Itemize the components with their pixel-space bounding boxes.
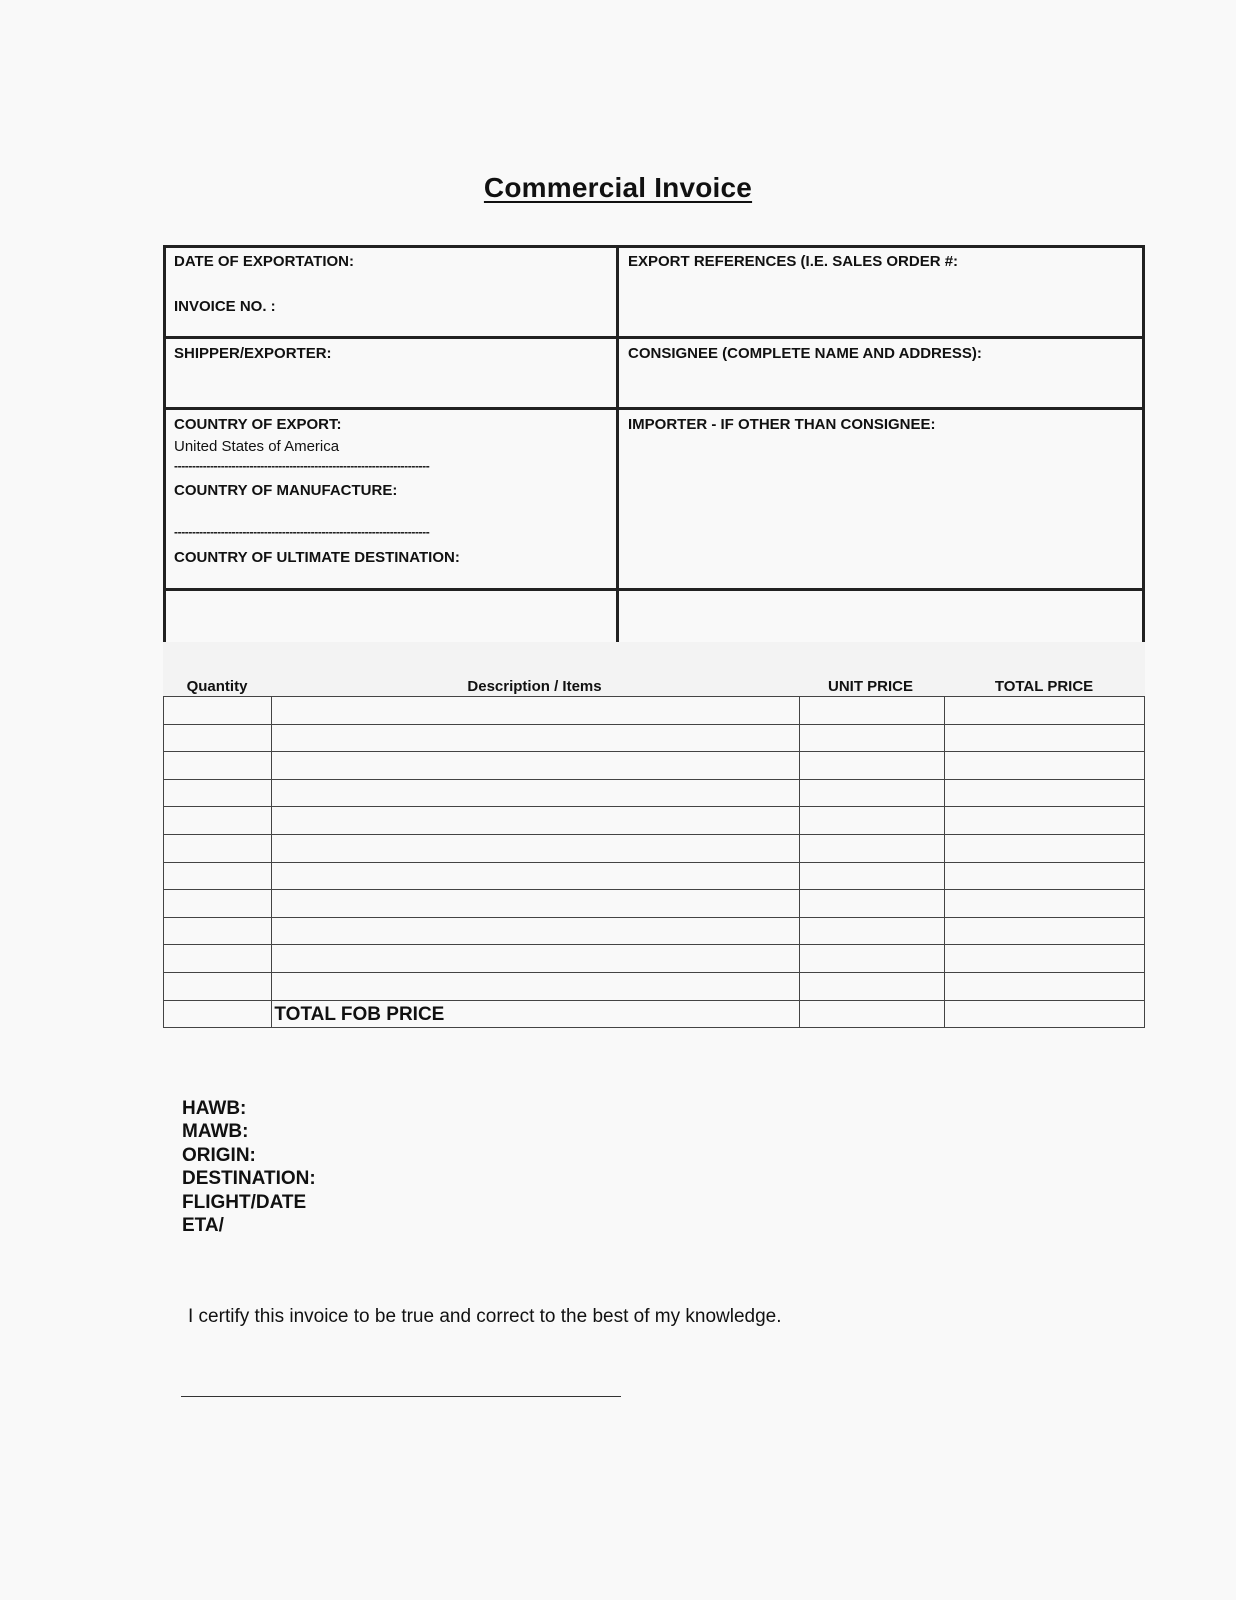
shipping-details bbox=[182, 1097, 316, 1237]
quantity-cell[interactable] bbox=[164, 890, 272, 918]
quantity-cell[interactable] bbox=[164, 917, 272, 945]
unit-price-cell[interactable] bbox=[799, 834, 944, 862]
unit-price-cell[interactable] bbox=[799, 890, 944, 918]
invoice-header-grid bbox=[163, 245, 1145, 642]
description-cell[interactable] bbox=[272, 807, 799, 835]
description-cell[interactable] bbox=[272, 890, 799, 918]
origin-label: ORIGIN: bbox=[182, 1144, 256, 1166]
table-row bbox=[164, 724, 1145, 752]
total-price-cell[interactable] bbox=[945, 834, 1145, 862]
total-price-cell[interactable] bbox=[945, 807, 1145, 835]
country-of-manufacture-label: COUNTRY OF MANUFACTURE: bbox=[174, 482, 398, 499]
total-price-cell[interactable] bbox=[945, 724, 1145, 752]
unit-price-cell[interactable] bbox=[799, 945, 944, 973]
unit-price-cell[interactable] bbox=[799, 807, 944, 835]
consignee-label: CONSIGNEE (COMPLETE NAME AND ADDRESS): bbox=[628, 345, 982, 362]
table-row bbox=[164, 862, 1145, 890]
column-header-description: Description / Items bbox=[467, 678, 602, 695]
shipper-exporter-label: SHIPPER/EXPORTER: bbox=[174, 345, 332, 362]
description-cell[interactable] bbox=[272, 834, 799, 862]
description-cell[interactable] bbox=[272, 752, 799, 780]
quantity-cell[interactable] bbox=[164, 1000, 272, 1028]
total-price-cell[interactable] bbox=[945, 752, 1145, 780]
table-row bbox=[164, 697, 1145, 725]
total-fob-price-label: TOTAL FOB PRICE bbox=[272, 1000, 799, 1028]
items-table bbox=[163, 696, 1145, 1028]
total-price-cell[interactable] bbox=[945, 890, 1145, 918]
table-row bbox=[164, 752, 1145, 780]
quantity-cell[interactable] bbox=[164, 779, 272, 807]
total-row bbox=[164, 1000, 1145, 1028]
invoice-no-label: INVOICE NO. : bbox=[174, 298, 276, 315]
quantity-cell[interactable] bbox=[164, 945, 272, 973]
export-references-label: EXPORT REFERENCES (I.E. SALES ORDER #: bbox=[628, 253, 959, 270]
unit-price-cell[interactable] bbox=[799, 752, 944, 780]
country-of-ultimate-destination-label: COUNTRY OF ULTIMATE DESTINATION: bbox=[174, 549, 460, 566]
description-cell[interactable] bbox=[272, 917, 799, 945]
grid-line bbox=[163, 336, 1145, 339]
grid-line bbox=[616, 245, 619, 642]
table-row bbox=[164, 834, 1145, 862]
table-row bbox=[164, 945, 1145, 973]
description-cell[interactable] bbox=[272, 779, 799, 807]
total-price-cell[interactable] bbox=[945, 945, 1145, 973]
quantity-cell[interactable] bbox=[164, 834, 272, 862]
description-cell[interactable] bbox=[272, 724, 799, 752]
description-cell[interactable] bbox=[272, 697, 799, 725]
quantity-cell[interactable] bbox=[164, 862, 272, 890]
description-cell[interactable] bbox=[272, 972, 799, 1000]
total-fob-price-value[interactable] bbox=[945, 1000, 1145, 1028]
grid-line bbox=[163, 245, 1145, 248]
grid-line bbox=[163, 407, 1145, 410]
unit-price-cell[interactable] bbox=[799, 862, 944, 890]
quantity-cell[interactable] bbox=[164, 697, 272, 725]
date-of-exportation-label: DATE OF EXPORTATION: bbox=[174, 253, 354, 270]
quantity-cell[interactable] bbox=[164, 752, 272, 780]
flight-date-label: FLIGHT/DATE bbox=[182, 1191, 307, 1213]
quantity-cell[interactable] bbox=[164, 807, 272, 835]
total-price-cell[interactable] bbox=[945, 779, 1145, 807]
table-row bbox=[164, 917, 1145, 945]
description-cell[interactable] bbox=[272, 945, 799, 973]
table-row bbox=[164, 972, 1145, 1000]
signature-line[interactable] bbox=[181, 1396, 621, 1397]
country-of-export-label: COUNTRY OF EXPORT: bbox=[174, 416, 342, 433]
unit-price-cell[interactable] bbox=[799, 724, 944, 752]
table-row bbox=[164, 779, 1145, 807]
grid-line bbox=[1142, 245, 1145, 642]
column-header-total-price: TOTAL PRICE bbox=[994, 678, 1094, 695]
country-of-export-value: United States of America bbox=[174, 438, 340, 455]
quantity-cell[interactable] bbox=[164, 972, 272, 1000]
certification-statement: I certify this invoice to be true and correct to the best of my knowledge. bbox=[188, 1306, 782, 1327]
column-header-quantity: Quantity bbox=[186, 678, 248, 695]
table-row bbox=[164, 807, 1145, 835]
separator-line: ----------------------------------------------------------------------- bbox=[174, 459, 430, 473]
destination-label: DESTINATION: bbox=[182, 1168, 316, 1190]
unit-price-cell[interactable] bbox=[799, 972, 944, 1000]
mawb-label: MAWB: bbox=[182, 1121, 249, 1143]
table-row bbox=[164, 890, 1145, 918]
unit-price-cell[interactable] bbox=[799, 1000, 944, 1028]
total-price-cell[interactable] bbox=[945, 972, 1145, 1000]
unit-price-cell[interactable] bbox=[799, 697, 944, 725]
separator-line: ----------------------------------------------------------------------- bbox=[174, 525, 430, 539]
total-price-cell[interactable] bbox=[945, 917, 1145, 945]
unit-price-cell[interactable] bbox=[799, 779, 944, 807]
quantity-cell[interactable] bbox=[164, 724, 272, 752]
grid-line bbox=[163, 245, 166, 642]
page-title: Commercial Invoice bbox=[483, 172, 753, 203]
importer-label: IMPORTER - IF OTHER THAN CONSIGNEE: bbox=[628, 416, 936, 433]
total-price-cell[interactable] bbox=[945, 697, 1145, 725]
grid-line bbox=[163, 588, 1145, 591]
unit-price-cell[interactable] bbox=[799, 917, 944, 945]
hawb-label: HAWB: bbox=[182, 1098, 247, 1119]
column-header-unit-price: UNIT PRICE bbox=[827, 678, 913, 695]
eta-label: ETA/ bbox=[182, 1215, 224, 1237]
description-cell[interactable] bbox=[272, 862, 799, 890]
total-price-cell[interactable] bbox=[945, 862, 1145, 890]
